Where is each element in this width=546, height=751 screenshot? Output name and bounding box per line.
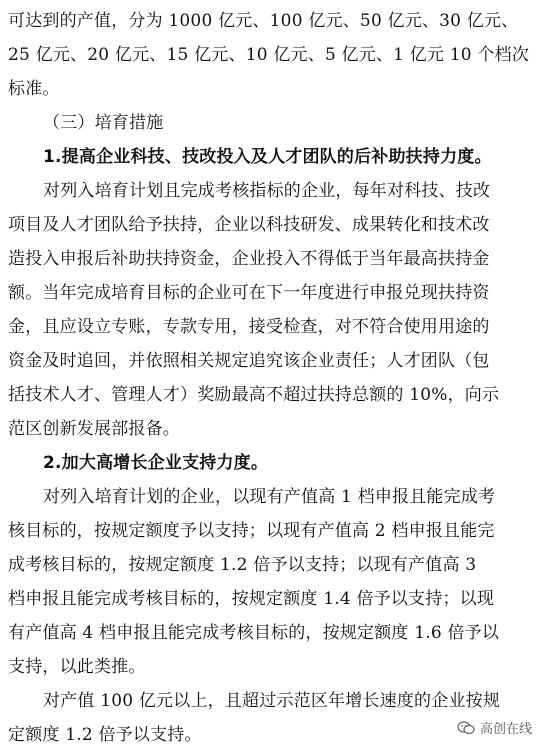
subsection-heading: 1.提高企业科技、技改投入及人才团队的后补助扶持力度。	[43, 147, 492, 167]
section-heading: （三）培育措施	[43, 113, 164, 133]
watermark-text: 高创在线	[479, 722, 532, 737]
paragraph-line: 额。当年完成培育目标的企业可在下一年度进行申报兑现扶持资	[8, 283, 490, 303]
paragraph-line: 支持，以此类推。	[8, 657, 146, 677]
paragraph-line: 标准。	[8, 79, 60, 99]
paragraph-line: 对列入培育计划的企业，以现有产值高 1 档申报且能完成考	[43, 487, 496, 507]
paragraph-line: 资金及时追回，并依照相关规定追究该企业责任；人才团队（包	[8, 351, 490, 371]
paragraph-line: 金，且应设立专账，专款专用，接受检查，对不符合使用用途的	[8, 317, 490, 337]
paragraph-line: 括技术人才、管理人才）奖励最高不超过扶持总额的 10%，向示	[8, 385, 500, 405]
wechat-icon	[457, 721, 475, 735]
paragraph-line: 造投入申报后补助扶持资金，企业投入不得低于当年最高扶持金	[8, 249, 490, 269]
paragraph-line: 有产值高 4 档申报且能完成考核目标的，按规定额度 1.6 倍予以	[8, 623, 500, 643]
paragraph-line: 25 亿元、20 亿元、15 亿元、10 亿元、5 亿元、1 亿元 10 个档次	[8, 45, 530, 65]
watermark	[457, 718, 532, 737]
paragraph-line: 可达到的产值，分为 1000 亿元、100 亿元、50 亿元、30 亿元、	[8, 11, 519, 31]
paragraph-line: 对列入培育计划且完成考核指标的企业，每年对科技、技改	[43, 181, 491, 201]
paragraph-line: 对产值 100 亿元以上，且超过示范区年增长速度的企业按规	[43, 691, 501, 711]
paragraph-line: 范区创新发展部报备。	[8, 419, 180, 439]
paragraph-line: 项目及人才团队给予扶持，企业以科技研发、成果转化和技术改	[8, 215, 490, 235]
paragraph-line: 成考核目标的，按规定额度 1.2 倍予以支持；以现有产值高 3	[8, 555, 477, 575]
paragraph-line: 档申报且能完成考核目标的，按规定额度 1.4 倍予以支持；以现	[8, 589, 495, 609]
subsection-heading: 2.加大高增长企业支持力度。	[43, 453, 269, 473]
paragraph-line: 定额度 1.2 倍予以支持。	[8, 725, 202, 745]
paragraph-line: 核目标的，按规定额度予以支持；以现有产值高 2 档申报且能完	[8, 521, 495, 541]
